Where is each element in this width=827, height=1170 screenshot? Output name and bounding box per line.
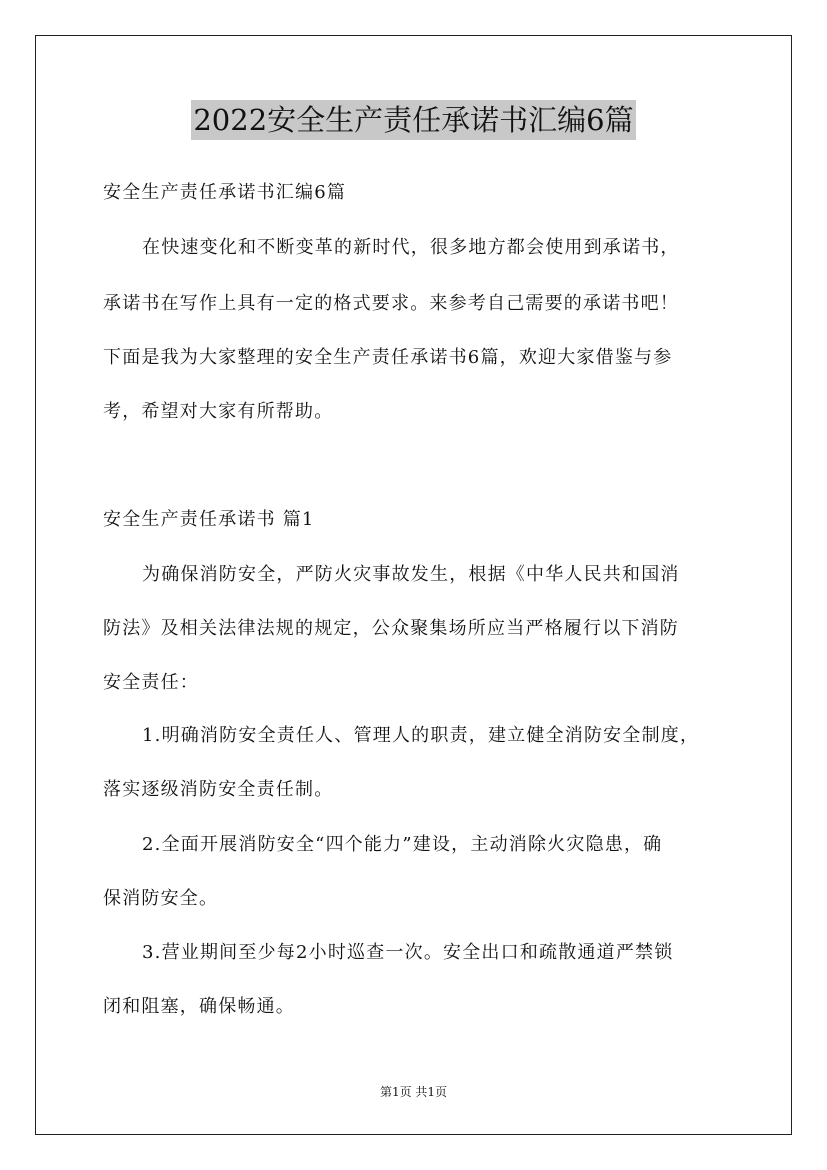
body-line: 安全责任： <box>103 672 199 693</box>
section-heading: 安全生产责任承诺书 篇1 <box>103 509 315 530</box>
body-line: 落实逐级消防安全责任制。 <box>103 779 334 800</box>
body-line: 防法》及相关法律法规的规定，公众聚集场所应当严格履行以下消防 <box>103 618 679 639</box>
intro-line: 考，希望对大家有所帮助。 <box>103 401 334 422</box>
body-line: 保消防安全。 <box>103 888 219 909</box>
body-line: 3.营业期间至少每2小时巡查一次。安全出口和疏散通道严禁锁 <box>142 942 674 963</box>
body-line: 为确保消防安全，严防火灾事故发生，根据《中华人民共和国消 <box>142 564 680 585</box>
body-line: 2.全面开展消防安全“四个能力”建设，主动消除火灾隐患，确 <box>142 834 663 855</box>
intro-line: 下面是我为大家整理的安全生产责任承诺书6篇，欢迎大家借鉴与参 <box>103 347 673 368</box>
intro-line: 在快速变化和不断变革的新时代，很多地方都会使用到承诺书， <box>142 237 680 258</box>
body-line: 1.明确消防安全责任人、管理人的职责，建立健全消防安全制度， <box>142 725 700 746</box>
intro-line: 承诺书在写作上具有一定的格式要求。来参考自己需要的承诺书吧！ <box>103 293 679 314</box>
body-line: 闭和阻塞，确保畅通。 <box>103 996 295 1017</box>
page-footer: 第1页 共1页 <box>379 1085 448 1099</box>
document-subtitle: 安全生产责任承诺书汇编6篇 <box>103 182 347 203</box>
document-title: 2022安全生产责任承诺书汇编6篇 <box>191 100 635 140</box>
title-container <box>0 100 827 140</box>
